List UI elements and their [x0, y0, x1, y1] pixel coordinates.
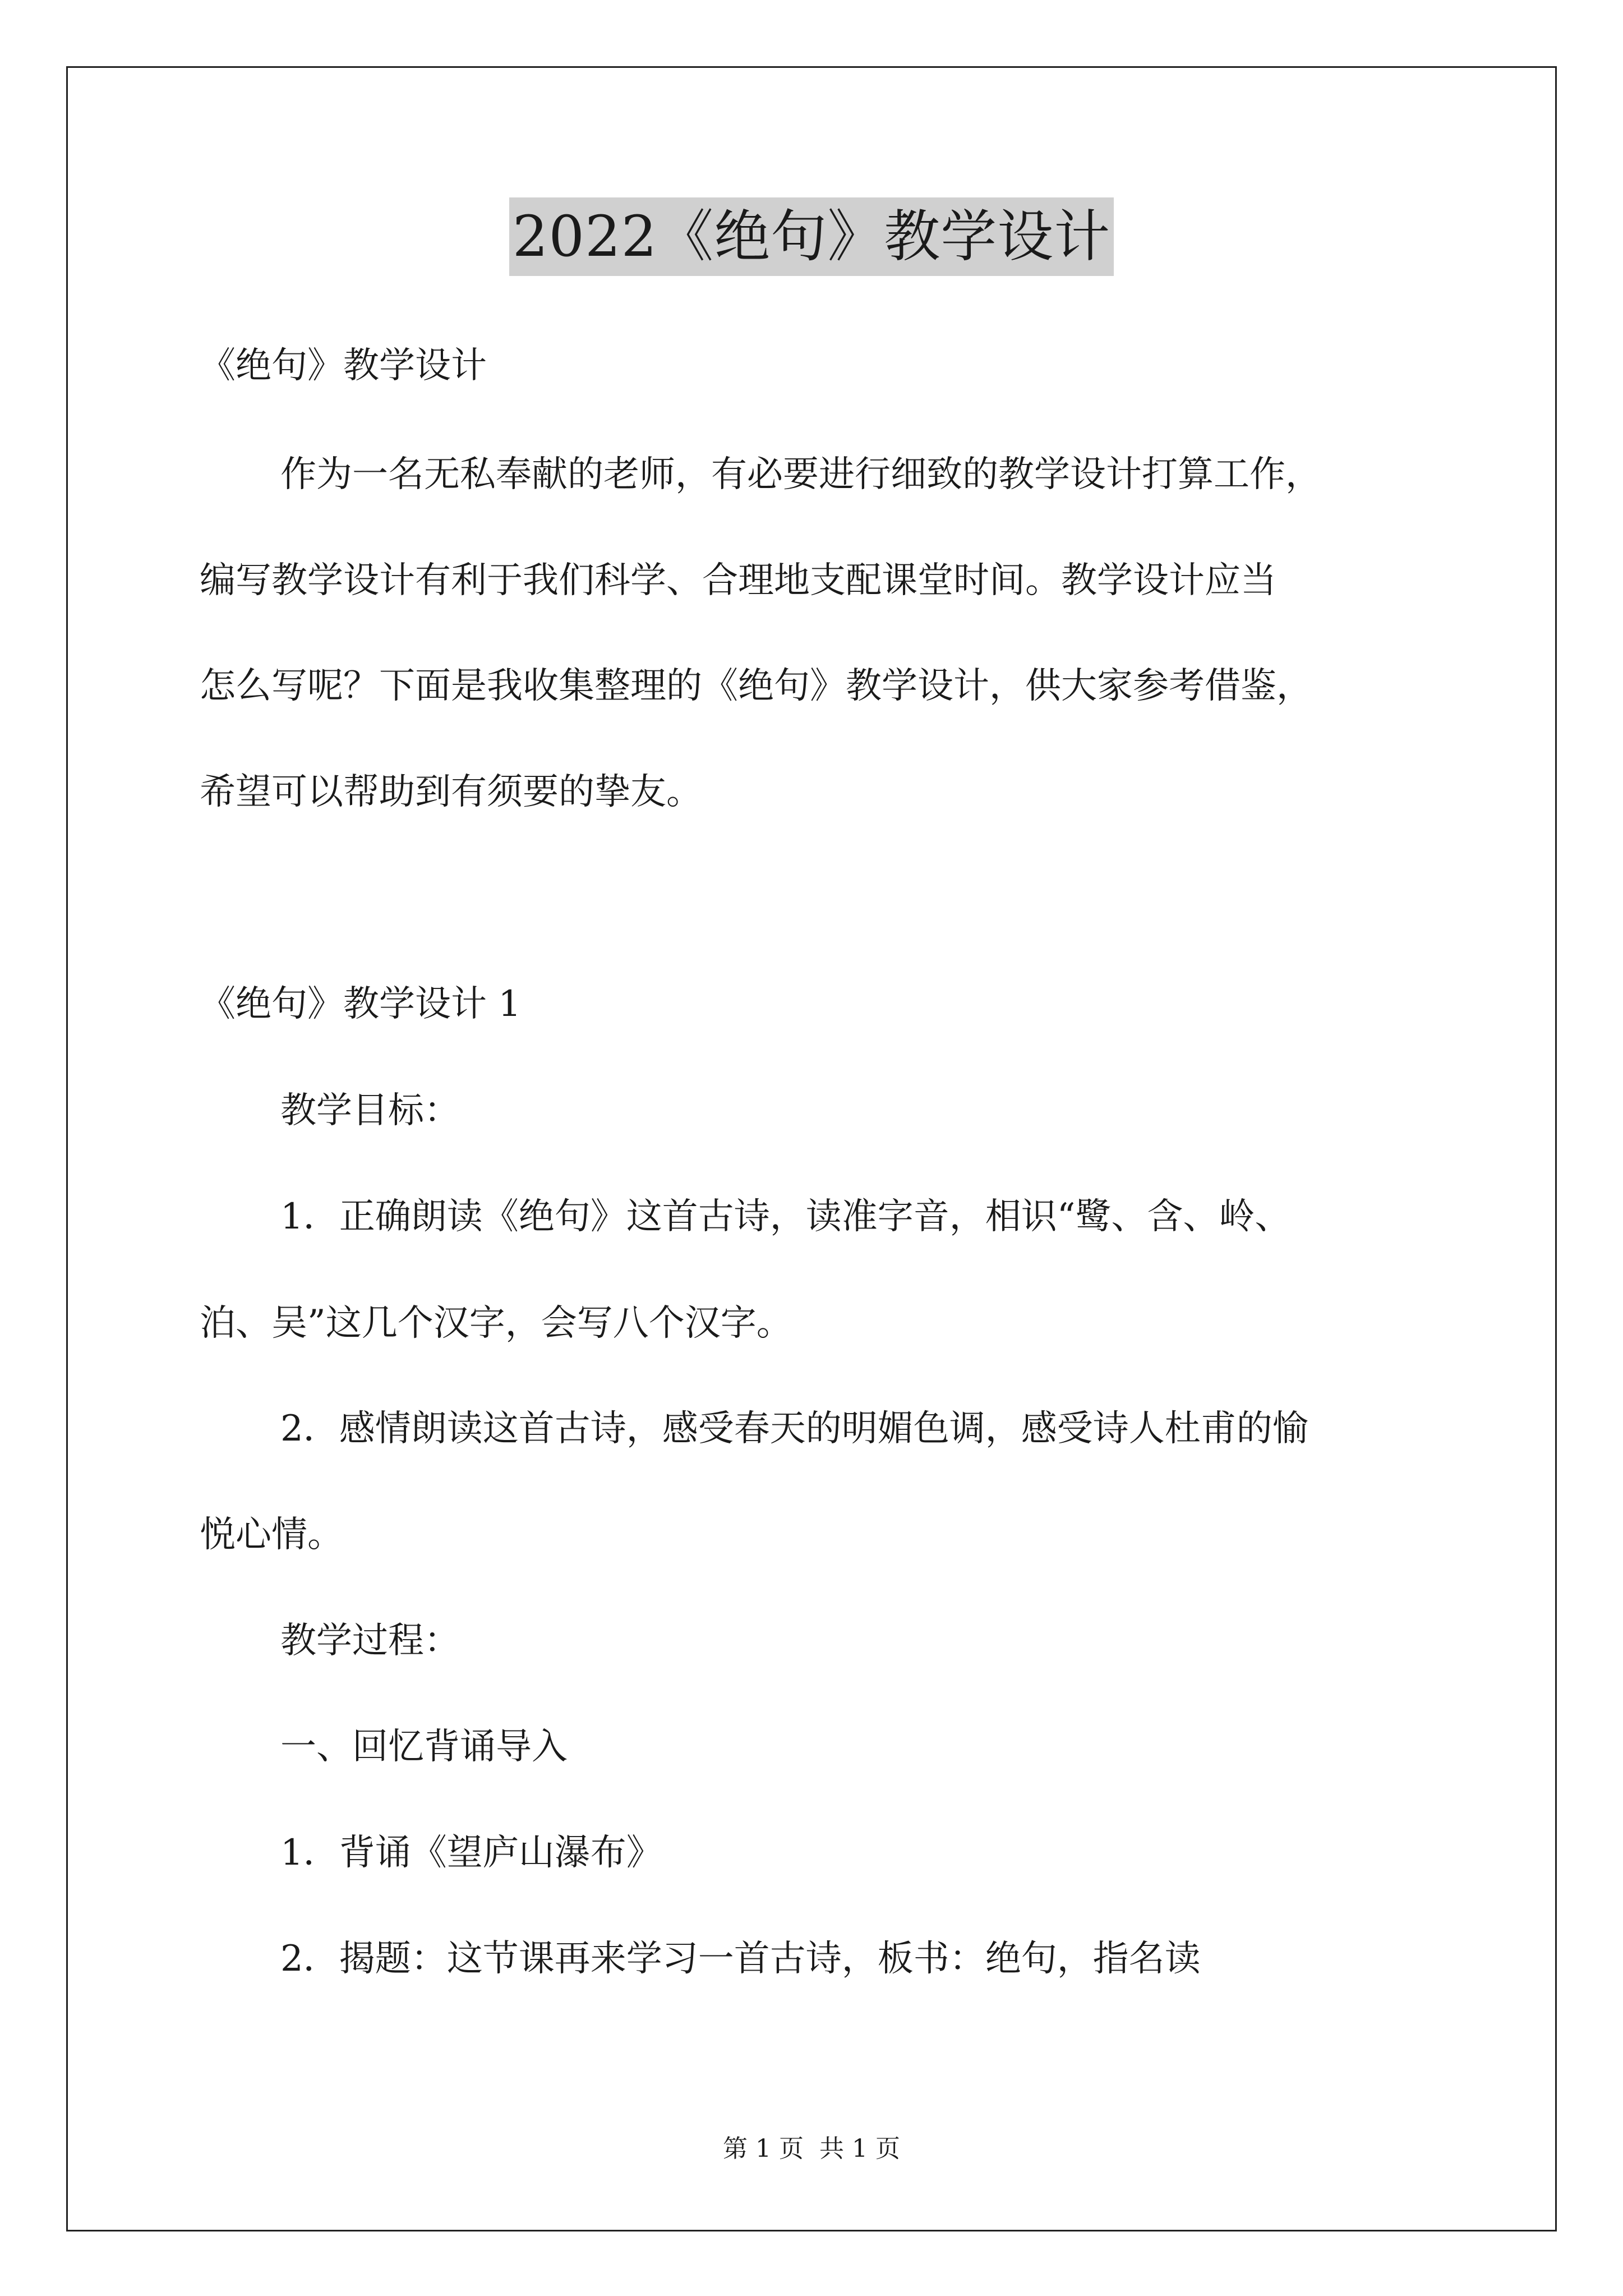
page-number: 第 1 页 — [723, 2134, 804, 2163]
paragraph-line: 教学过程： — [280, 1620, 460, 1662]
paragraph-line: 1．背诵《望庐山瀑布》 — [280, 1832, 662, 1874]
page-footer — [0, 2135, 1623, 2163]
paragraph-line: 悦心情。 — [200, 1514, 343, 1556]
section-heading: 《绝句》教学设计 1 — [200, 983, 522, 1025]
document-title: 2022《绝句》教学设计 — [509, 197, 1114, 276]
paragraph-line: 希望可以帮助到有须要的挚友。 — [200, 771, 702, 813]
paragraph-line: 编写教学设计有利于我们科学、合理地支配课堂时间。教学设计应当 — [200, 560, 1276, 601]
page-total: 共 1 页 — [819, 2134, 900, 2163]
paragraph-line: 泊、吴”这几个汉字，会写八个汉字。 — [200, 1303, 792, 1344]
paragraph-line: 教学目标： — [280, 1090, 460, 1131]
title-container — [0, 197, 1623, 276]
page-border — [66, 66, 1557, 2231]
paragraph-line: 作为一名无私奉献的老师，有必要进行细致的教学设计打算工作， — [280, 454, 1321, 495]
paragraph-line: 2．感情朗读这首古诗，感受春天的明媚色调，感受诗人杜甫的愉 — [280, 1408, 1308, 1450]
subtitle: 《绝句》教学设计 — [200, 345, 487, 386]
paragraph-line: 一、回忆背诵导入 — [280, 1726, 568, 1768]
paragraph-line: 怎么写呢？下面是我收集整理的《绝句》教学设计，供大家参考借鉴， — [200, 665, 1312, 707]
paragraph-line: 2．揭题：这节课再来学习一首古诗，板书：绝句，指名读 — [280, 1938, 1201, 1980]
paragraph-line: 1．正确朗读《绝句》这首古诗，读准字音，相识“鹭、含、岭、 — [280, 1196, 1291, 1237]
